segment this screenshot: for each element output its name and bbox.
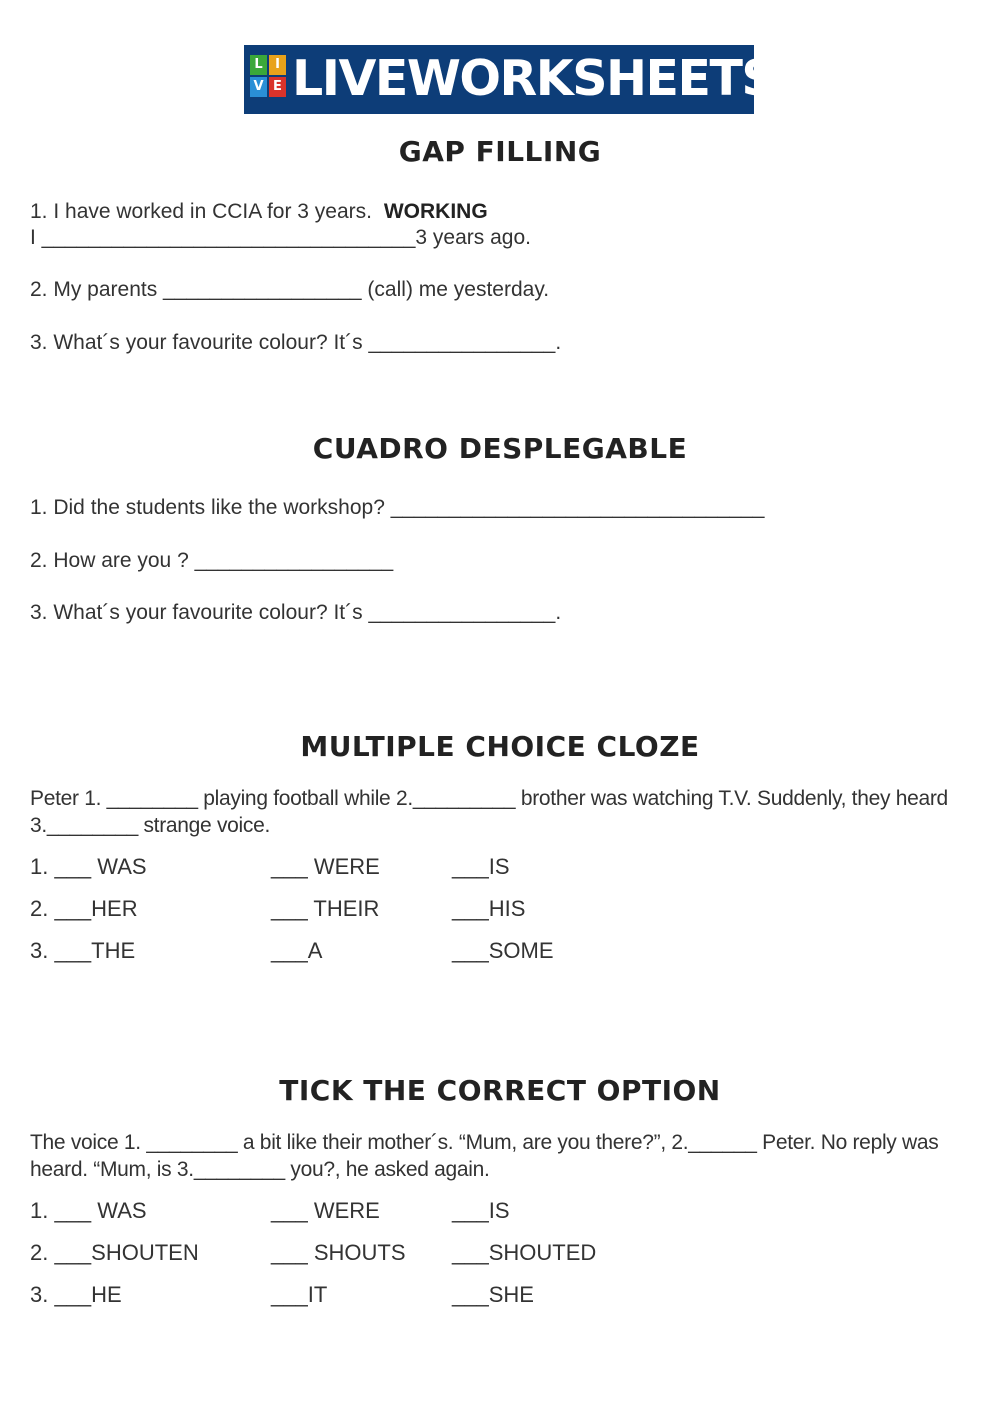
tick-option-1c[interactable]: ___IS [452,1198,510,1223]
tick-option-3c[interactable]: ___SHE [452,1282,534,1307]
logo-letter-blocks [250,55,290,101]
mc-option-1c[interactable]: ___IS [452,854,510,879]
gap-question-1-text: 1. I have worked in CCIA for 3 years. [30,200,372,223]
section-title-tick-option: TICK THE CORRECT OPTION [279,1074,721,1107]
gap-question-1-keyword: WORKING [383,200,488,223]
gap-question-3[interactable]: 3. What´s your favourite colour? It´s ________________. [30,331,562,354]
mc-cloze-paragraph: Peter 1. ________ playing football while 2._________ brother was watching T.V. Suddenly, they heard 3.________ strange voice. [30,787,948,837]
tick-option-1a[interactable]: 1. ___ WAS [30,1198,147,1223]
gap-question-1-answer-line[interactable]: I ________________________________3 years ago. [30,226,531,249]
section-title-dropdown: CUADRO DESPLEGABLE [312,432,688,465]
logo-block-v: V [250,77,267,97]
mc-option-3b[interactable]: ___A [271,938,323,963]
tick-option-paragraph: The voice 1. ________ a bit like their mother´s. “Mum, are you there?”, 2.______ Peter. No reply was heard. “Mum, is 3.________ you?, he asked again. [30,1131,939,1181]
mc-option-1b[interactable]: ___ WERE [271,854,380,879]
logo-block-e: E [269,77,286,97]
mc-option-1a[interactable]: 1. ___ WAS [30,854,147,879]
section-title-gap-filling: GAP FILLING [398,135,602,168]
dropdown-question-3[interactable]: 3. What´s your favourite colour? It´s ________________. [30,601,562,624]
section-title-mc-cloze: MULTIPLE CHOICE CLOZE [300,730,700,763]
gap-question-1 [30,200,488,224]
mc-option-2c[interactable]: ___HIS [452,896,526,921]
mc-option-2b[interactable]: ___ THEIR [271,896,380,921]
tick-option-2a[interactable]: 2. ___SHOUTEN [30,1240,199,1265]
mc-option-2a[interactable]: 2. ___HER [30,896,138,921]
tick-option-3b[interactable]: ___IT [271,1282,328,1307]
tick-option-2b[interactable]: ___ SHOUTS [271,1240,406,1265]
logo-block-i: I [269,55,286,75]
liveworksheets-logo [244,45,776,114]
logo-block-l: L [250,55,267,75]
mc-option-3c[interactable]: ___SOME [452,938,554,963]
gap-question-2[interactable]: 2. My parents _________________ (call) me yesterday. [30,278,550,301]
dropdown-question-2[interactable]: 2. How are you ? _________________ [30,549,394,572]
tick-option-1b[interactable]: ___ WERE [271,1198,380,1223]
tick-option-2c[interactable]: ___SHOUTED [452,1240,597,1265]
tick-option-3a[interactable]: 3. ___HE [30,1282,122,1307]
logo-text: LIVEWORKSHEETS [292,50,776,107]
mc-option-3a[interactable]: 3. ___THE [30,938,136,963]
dropdown-question-1[interactable]: 1. Did the students like the workshop? ________________________________ [30,496,765,519]
